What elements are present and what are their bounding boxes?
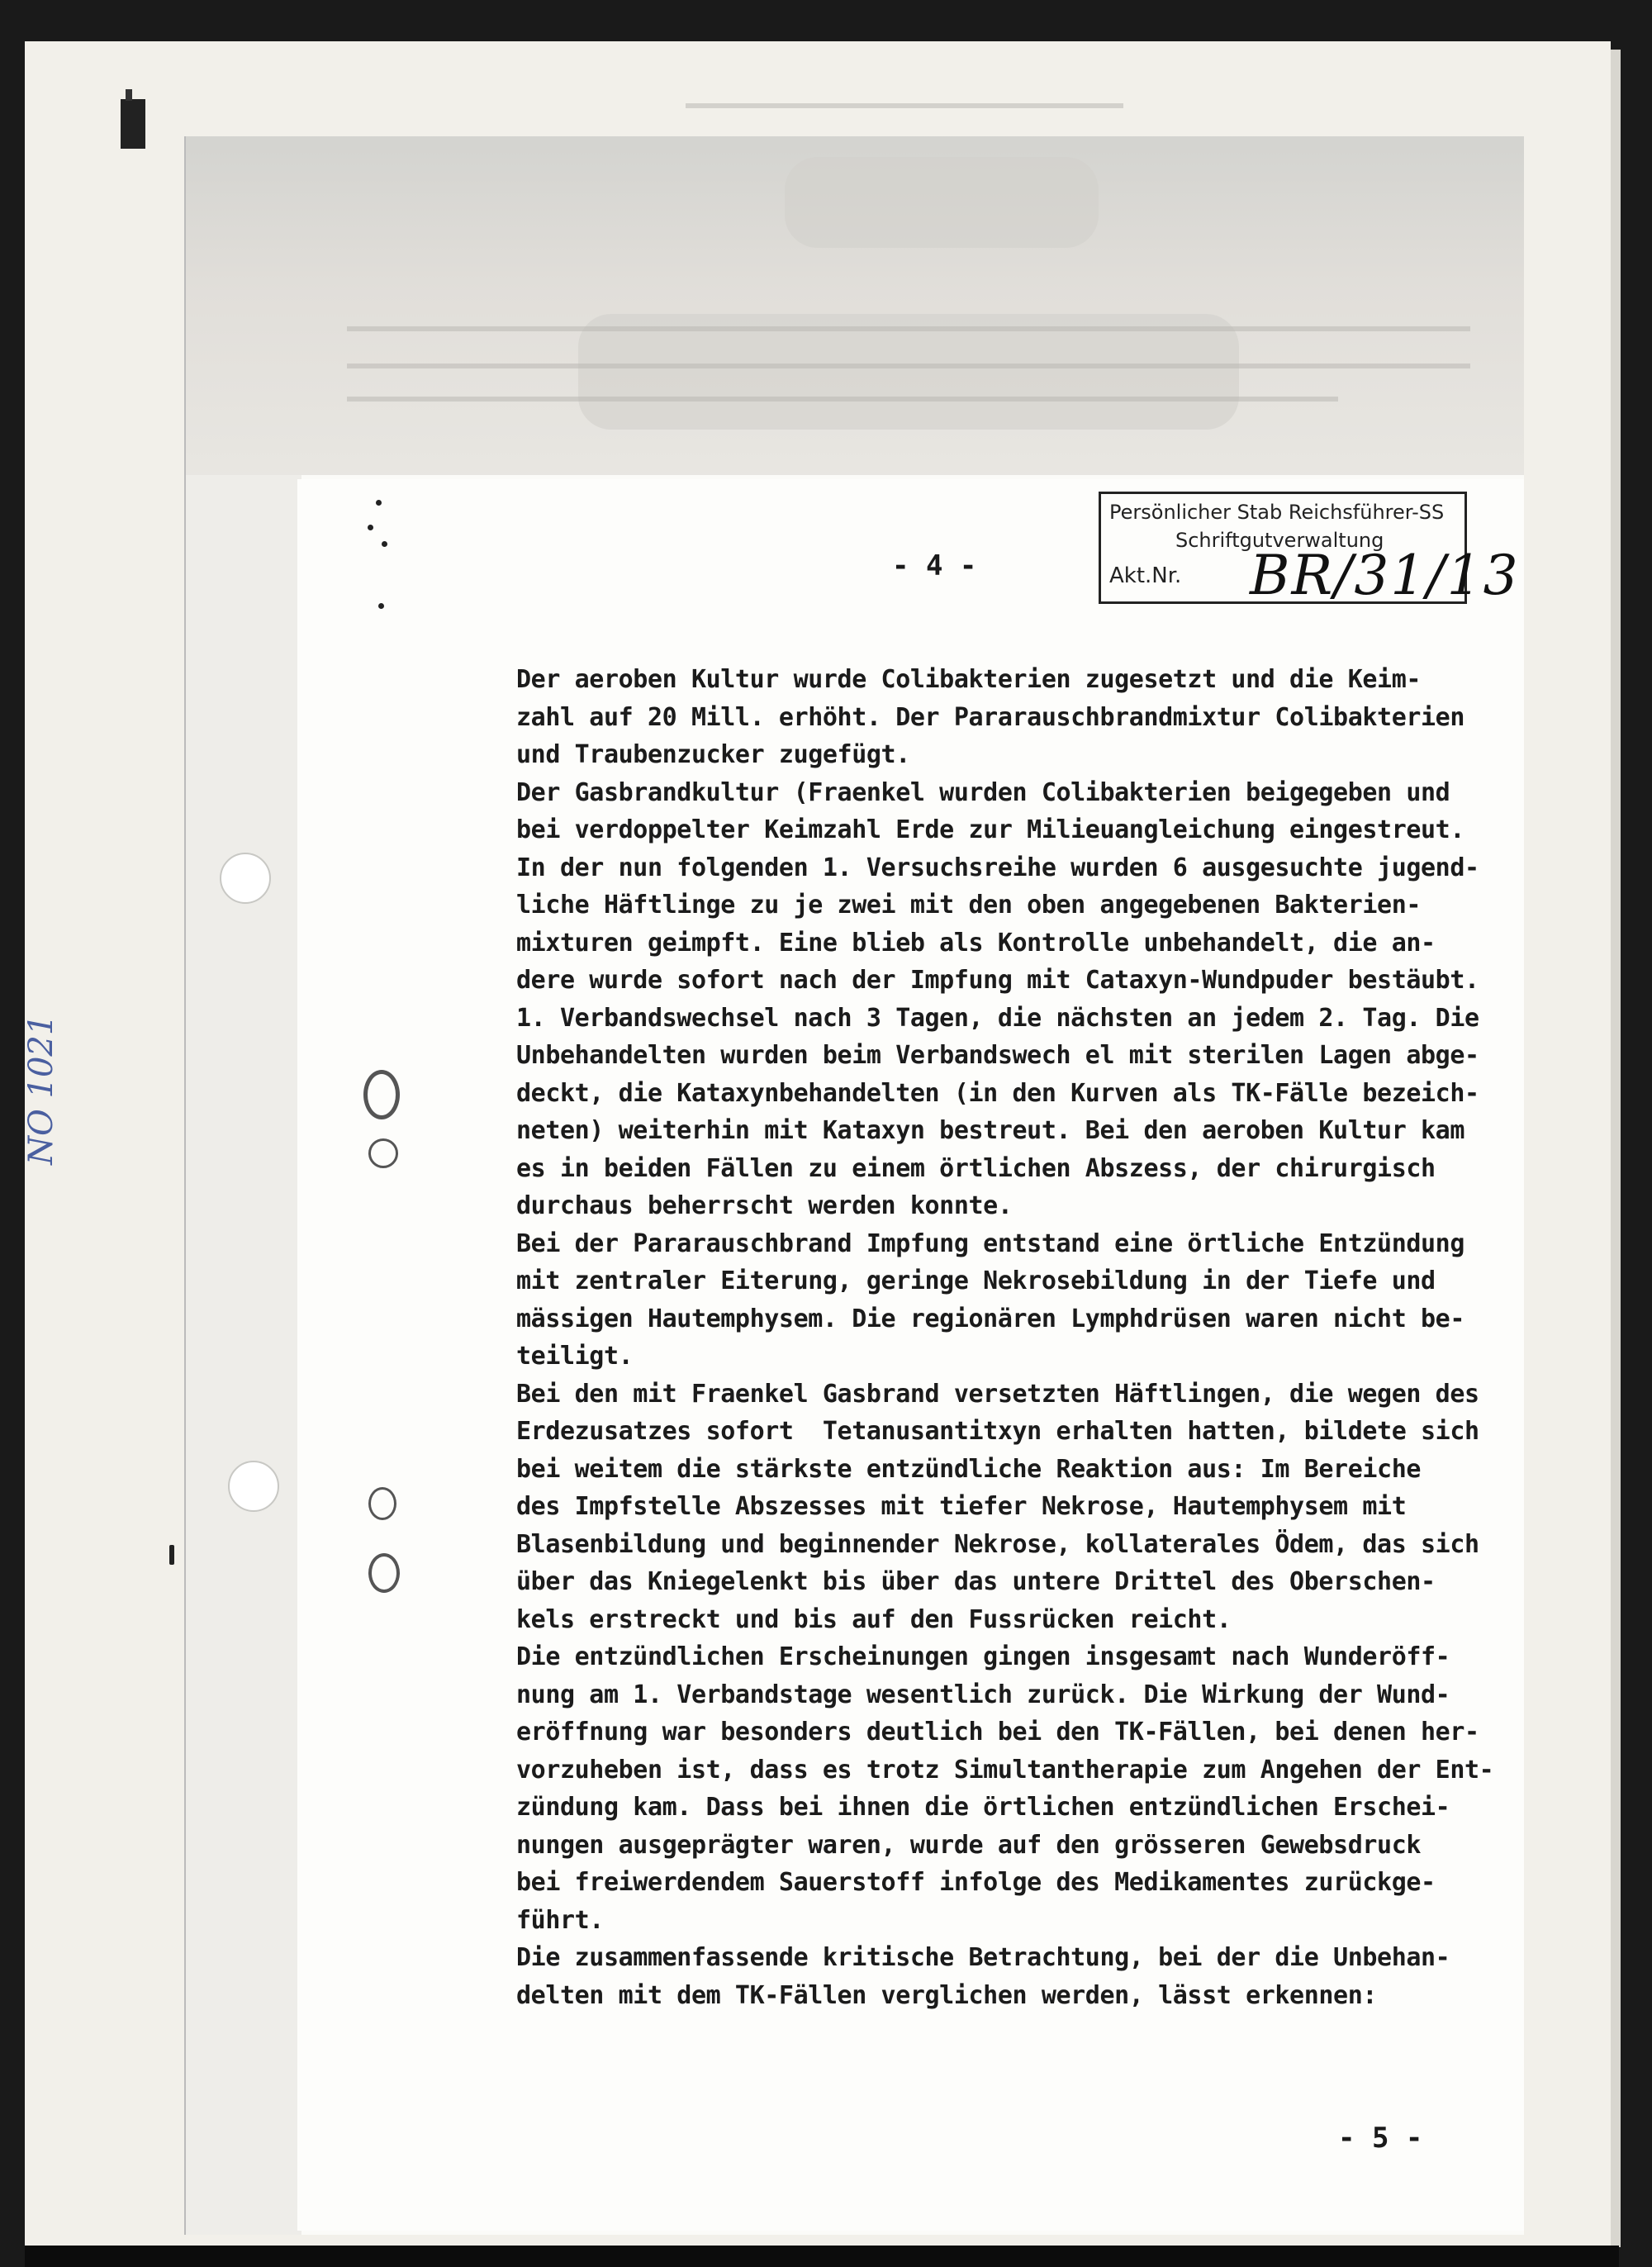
corner-clip-mark [121, 99, 145, 149]
text-line: liche Häftlinge zu je zwei mit den oben angegebenen Bakterien- [516, 891, 1422, 920]
binder-ring [363, 1070, 400, 1119]
stamp-line-3: Akt.Nr. [1109, 563, 1182, 588]
text-line: bei verdoppelter Keimzahl Erde zur Milieuangleichung eingestreut. [516, 815, 1464, 844]
body-text [516, 661, 1494, 2014]
archive-stamp [1099, 492, 1520, 607]
text-line: führt. [516, 1905, 604, 1935]
dust-speck [382, 541, 387, 547]
bleed-through-shape [785, 157, 1099, 248]
text-line: In der nun folgenden 1. Versuchsreihe wurden 6 ausgesuchte jugend- [516, 853, 1479, 882]
binding-strip [186, 475, 301, 2235]
text-line: mässigen Hautemphysem. Die regionären Lymphdrüsen waren nicht be- [516, 1304, 1464, 1333]
text-line: Bei der Pararauschbrand Impfung entstand eine örtliche Entzündung [516, 1229, 1464, 1258]
text-line: mixturen geimpft. Eine blieb als Kontrolle unbehandelt, die an- [516, 928, 1436, 958]
punch-hole [220, 853, 271, 904]
binder-ring [368, 1487, 396, 1520]
binder-ring [368, 1553, 400, 1593]
punch-hole [228, 1461, 279, 1512]
text-line: Die entzündlichen Erscheinungen gingen insgesamt nach Wunderöff- [516, 1642, 1450, 1671]
sheet-edge [1611, 50, 1621, 2247]
text-line: des Impfstelle Abszesses mit tiefer Nekrose, Hautemphysem mit [516, 1492, 1407, 1521]
page-number: - 4 - [892, 549, 977, 582]
text-line: Blasenbildung und beginnender Nekrose, kollaterales Ödem, das sich [516, 1529, 1479, 1559]
handwritten-margin-note: NO 1021 [22, 1014, 60, 1165]
dust-speck [378, 603, 384, 609]
text-line: Bei den mit Fraenkel Gasbrand versetzten Häftlingen, die wegen des [516, 1379, 1479, 1409]
text-line: zündung kam. Dass bei ihnen die örtlichen entzündlichen Erschei- [516, 1793, 1450, 1822]
dust-speck [368, 525, 373, 530]
text-line: bei weitem die stärkste entzündliche Reaktion aus: Im Bereiche [516, 1454, 1422, 1484]
text-line: delten mit dem TK-Fällen verglichen werden, lässt erkennen: [516, 1980, 1378, 2010]
dust-speck [169, 1545, 174, 1565]
dust-speck [376, 500, 382, 506]
text-line: nungen ausgeprägter waren, wurde auf den grösseren Gewebsdruck [516, 1830, 1422, 1860]
text-line: teiligt. [516, 1342, 634, 1371]
text-line: deckt, die Kataxynbehandelten (in den Kurven als TK-Fälle bezeich- [516, 1078, 1479, 1108]
text-line: mit zentraler Eiterung, geringe Nekrosebildung in der Tiefe und [516, 1267, 1436, 1295]
next-page-marker: - 5 - [1338, 2122, 1423, 2155]
text-line: Der aeroben Kultur wurde Colibakterien zugesetzt und die Keim- [516, 665, 1422, 694]
text-line: und Traubenzucker zugefügt. [516, 740, 910, 769]
text-line: zahl auf 20 Mill. erhöht. Der Pararauschbrandmixtur Colibakterien [516, 702, 1464, 732]
text-line: kels erstreckt und bis auf den Fussrücken reicht. [516, 1604, 1232, 1634]
text-line: Die zusammenfassende kritische Betrachtung, bei der die Unbehan- [516, 1943, 1450, 1972]
bleed-through-shape [578, 314, 1239, 430]
text-line: Unbehandelten wurden beim Verbandswech el mit sterilen Lagen abge- [516, 1041, 1479, 1070]
bleed-through-line [347, 326, 1470, 331]
text-line: bei freiwerdendem Sauerstoff infolge des Medikamentes zurückge- [516, 1868, 1436, 1897]
bleed-through-line [347, 364, 1470, 368]
text-line: es in beiden Fällen zu einem örtlichen Abszess, der chirurgisch [516, 1153, 1436, 1183]
text-line: 1. Verbandswechsel nach 3 Tagen, die nächsten an jedem 2. Tag. Die [516, 1003, 1479, 1033]
bleed-through-line [347, 397, 1338, 402]
text-line: Der Gasbrandkultur (Fraenkel wurden Colibakterien beigegeben und [516, 777, 1450, 807]
stamp-reference-number: BR/31/13 [1250, 544, 1520, 607]
text-line: neten) weiterhin mit Kataxyn bestreut. Bei den aeroben Kultur kam [516, 1116, 1464, 1145]
text-line: nung am 1. Verbandstage wesentlich zurück. Die Wirkung der Wund- [516, 1680, 1450, 1709]
text-line: durchaus beherrscht werden konnte. [516, 1191, 1013, 1220]
bleed-through-line [686, 103, 1123, 108]
scan-shadow [25, 2246, 1619, 2267]
stamp-line-1: Persönlicher Stab Reichsführer-SS [1109, 501, 1445, 524]
text-line: Erdezusatzes sofort Tetanusantitxyn erhalten hatten, bildete sich [516, 1417, 1479, 1446]
text-line: eröffnung war besonders deutlich bei den TK-Fällen, bei denen her- [516, 1718, 1479, 1747]
binder-ring [368, 1138, 398, 1168]
stamp-line-2: Schriftgutverwaltung [1175, 529, 1384, 552]
text-line: über das Kniegelenkt bis über das untere Drittel des Oberschen- [516, 1567, 1436, 1596]
text-line: vorzuheben ist, dass es trotz Simultantherapie zum Angehen der Ent- [516, 1755, 1494, 1785]
text-line: dere wurde sofort nach der Impfung mit Cataxyn-Wundpuder bestäubt. [516, 966, 1479, 995]
